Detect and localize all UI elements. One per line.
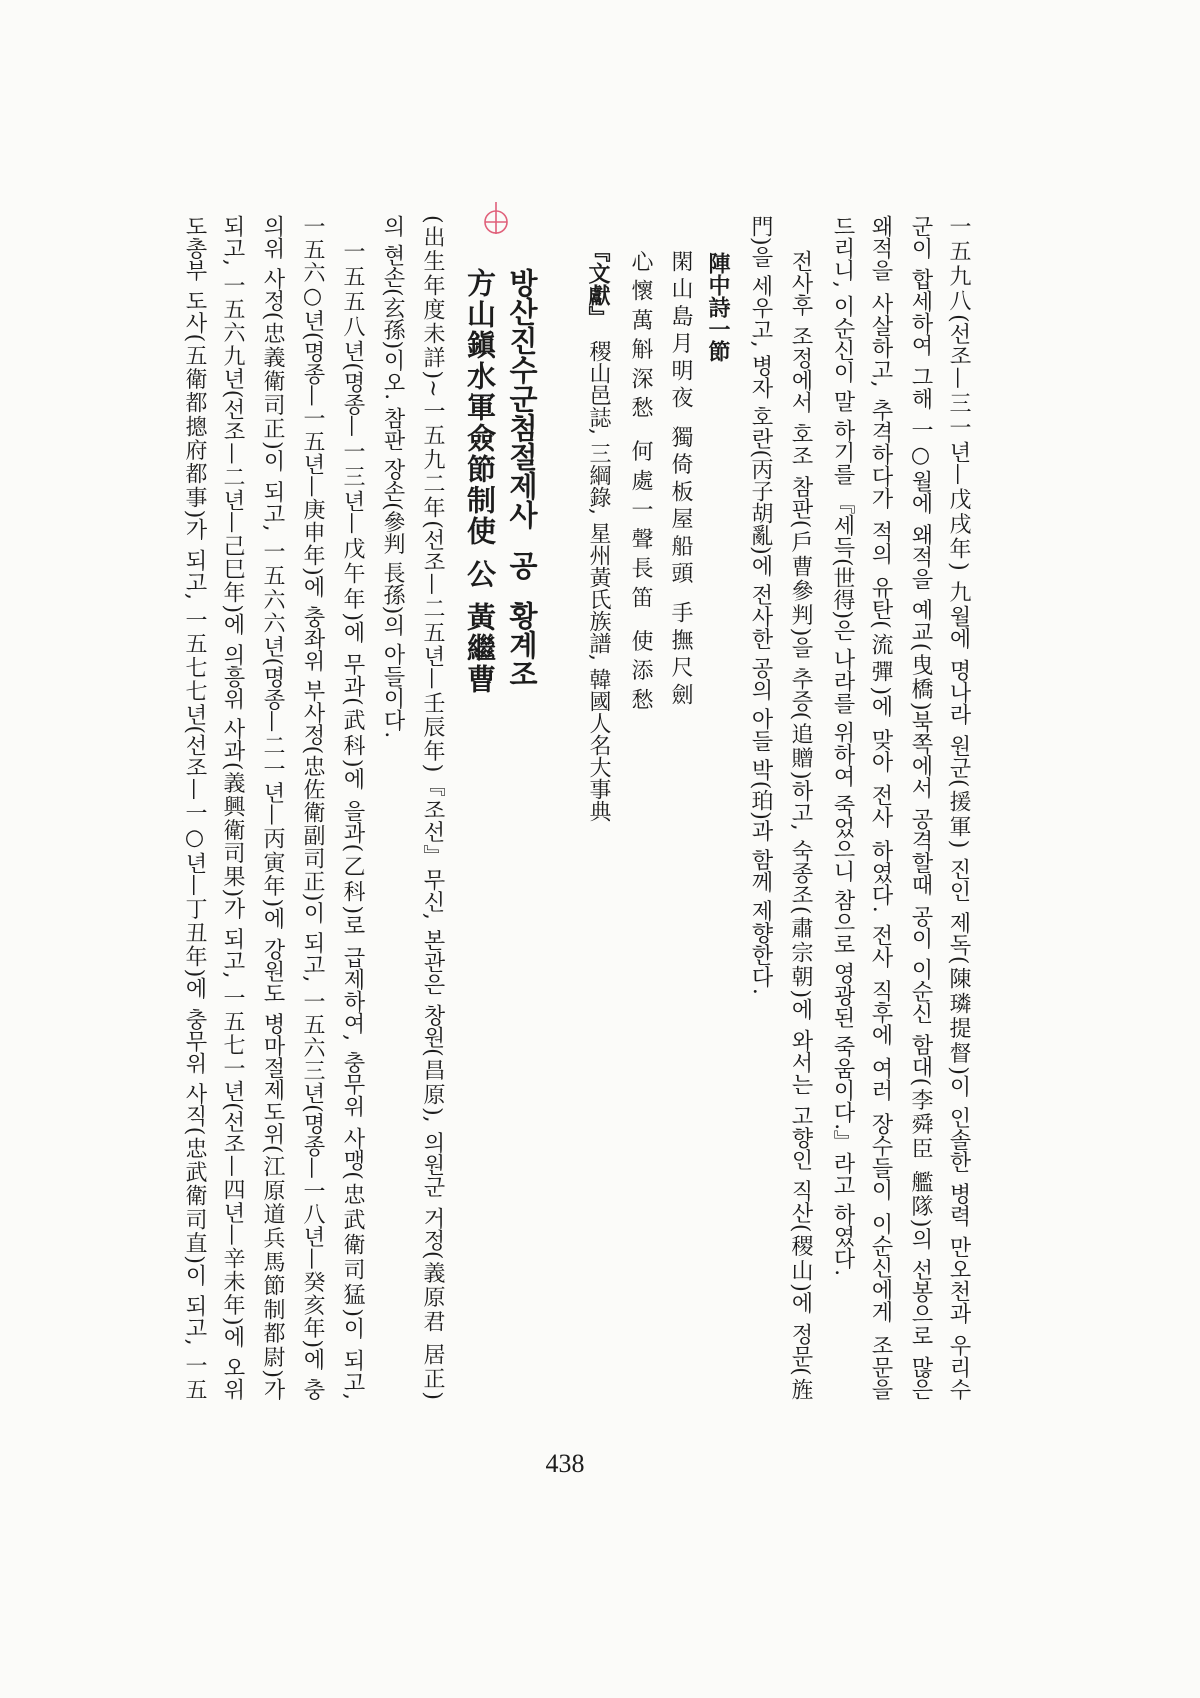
body-column: 一五六○년(명종—一五년—庚申年)에 충좌위 부사정(忠佐衛副司正)이 되고, 一五六三년(명종—一八년—癸亥年)에 충 [300,215,325,1400]
body-column: 되고, 一五六九년(선조—二년—己巳年)에 의흥위 사과(義興衛司果)가 되고, 一五七一년(선조—四년—辛未年)에 오위 [220,215,245,1400]
references [580,240,616,822]
handwritten-mark-icon [477,198,515,242]
body-column: 의위 사정(忠義衛司正)이 되고, 一五六六년(명종—二一년—丙寅年)에 강원도 병마절제도위(江原道兵馬節制都尉)가 [260,215,285,1400]
page-number: 438 [545,1449,585,1478]
body-column: 一五五八년(명종—一三년—戊午年)에 무과(武科)에 을과(乙科)로 급제하여, 충무위 사맹(忠武衛司猛)이 되고, [340,240,365,1400]
body-column: 一五九八(선조—三一년—戊戌年) 九월에 명나라 원군(援軍) 진인 제독(陳璘提督)이 인솔한 병력 만오천과 우리수 [946,215,971,1400]
poem-heading: 陣中詩一節 [705,252,731,362]
body-column: 왜적을 사살하고, 추격하다가 적의 유탄(流彈)에 맞아 전사 하였다. 전사 직후에 여러 장수들이 이순신에게 조문을 [868,215,893,1400]
poem-line: 心懷萬斛深愁 何處一聲長笛 使添愁 [628,250,653,710]
body-column: 의 현손(玄孫)이오. 참판 장손(參判 長孫)의 아들이다. [380,215,405,739]
references-label: 『文獻』 [585,240,611,328]
body-column: 전사후 조정에서 호조 참판(戶曹參判)을 추증(追贈)하고, 숙종조(肅宗朝)에 와서는 고향인 직산(稷山)에 정문(旌 [788,250,813,1400]
entry-title-hanja: 方山鎭水軍僉節制使 公 黃繼曹 [463,268,497,693]
entry-title-hangul: 방산진수군첨절제사 공 황계조 [505,268,539,688]
body-column: (出生年度未詳)~一五九二年(선조—二五년—壬辰年)『조선』무신, 본관은 창원(昌原), 의원군 거정(義原君 居正) [420,215,445,1400]
body-column: 드리니, 이순신이 말 하기를 『세득(世得)은 나라를 위하여 죽었으니 참으로 영광된 죽움이다.』라고 하였다. [830,215,855,1277]
poem-line: 閑山島月明夜 獨倚板屋船頭 手撫尺劍 [668,250,693,705]
references-sources: 稷山邑誌, 三綱錄, 星州黃氏族譜, 韓國人名大事典 [586,340,611,822]
body-column: 군이 합세하여 그해 一○월에 왜적을 예교(曳橋)북쪽에서 공격할때 공이 이순신 함대(李舜臣 艦隊)의 선봉으로 많은 [908,215,933,1400]
body-column: 도총부 도사(五衛都摠府都事)가 되고, 一五七七년(선조—一○년—丁丑年)에 충무위 사직(忠武衛司直)이 되고, 一五 [182,215,207,1400]
body-column: 門)을 세우고, 병자 호란(丙子胡亂)에 전사한 공의 아들 박(珀)과 함께 제향한다. [748,215,773,995]
